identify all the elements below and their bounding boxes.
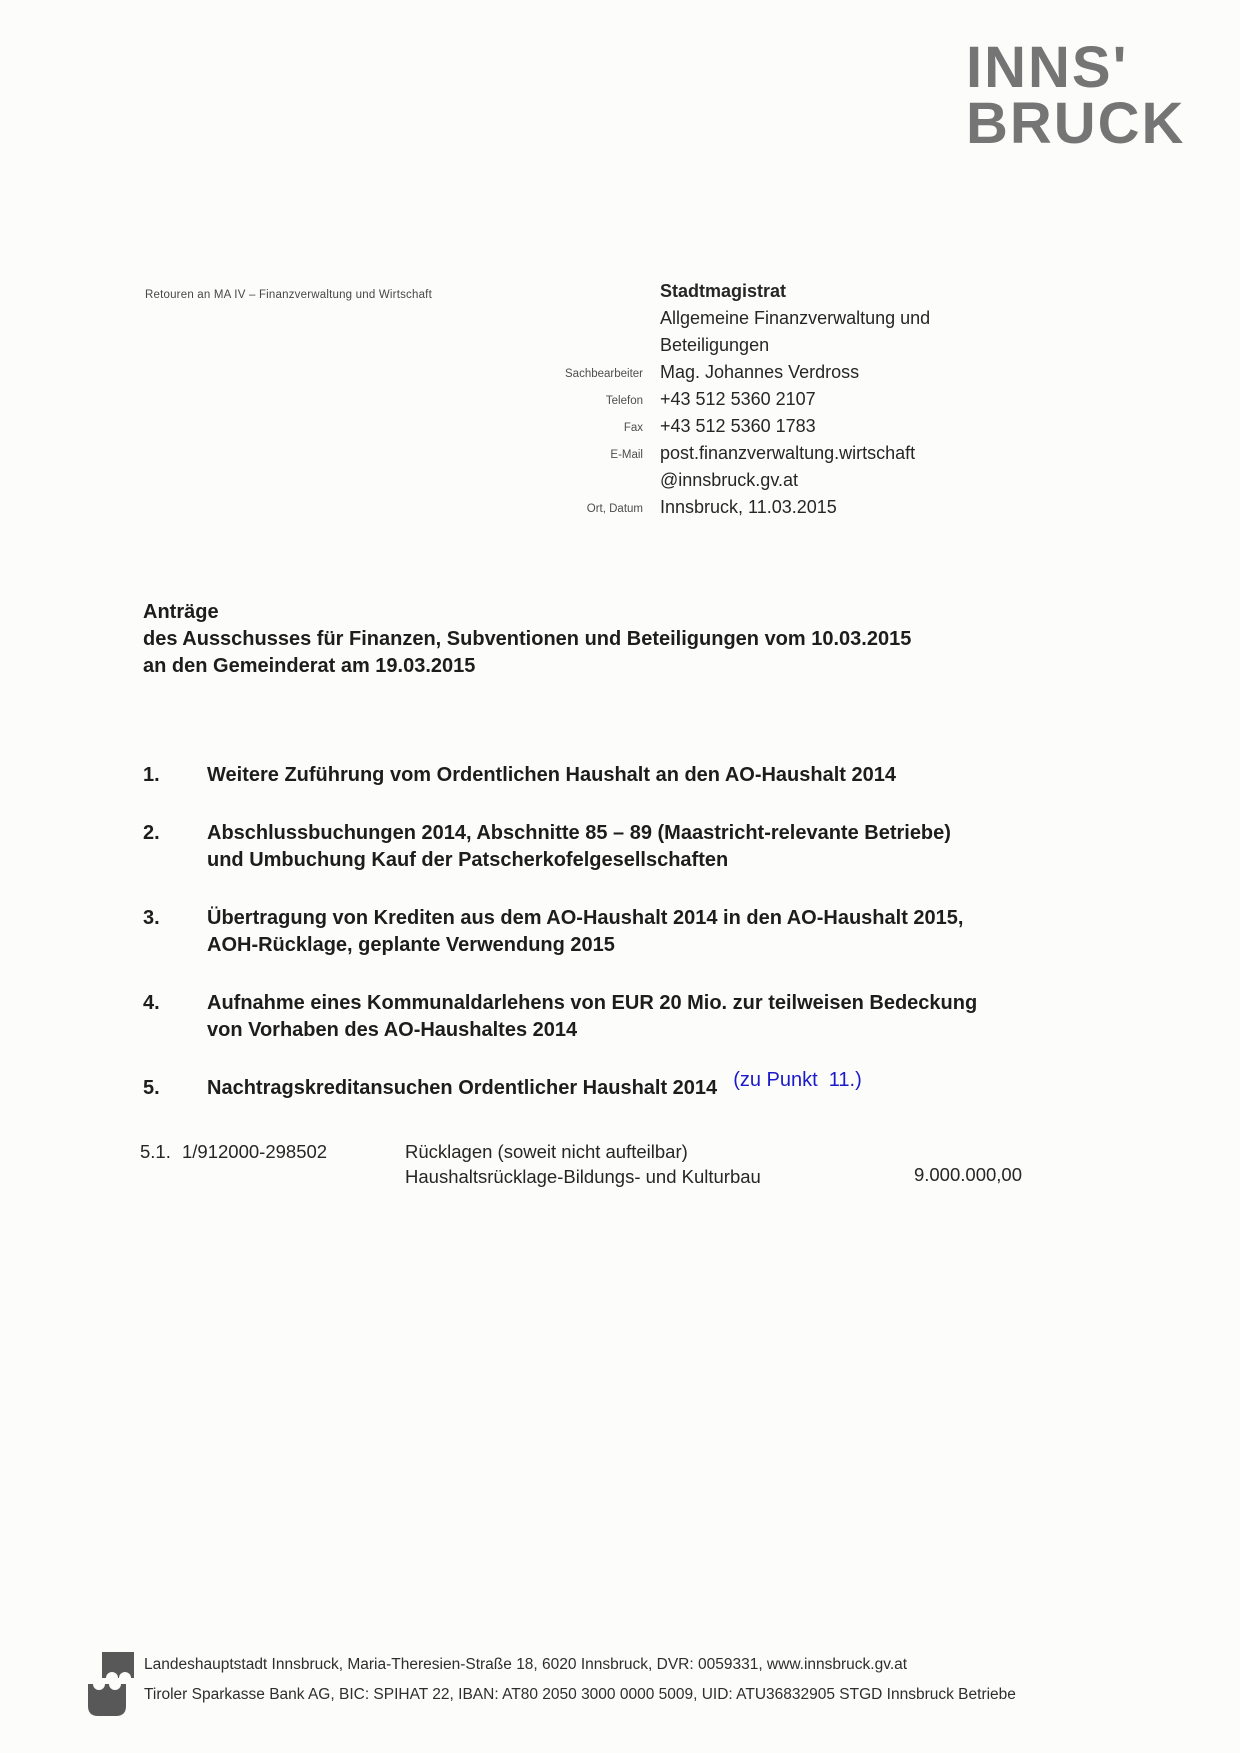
agenda-item-2 [143, 820, 1143, 874]
contact-row-org [380, 281, 1040, 308]
fax-number: +43 512 5360 1783 [660, 416, 816, 436]
agenda-item-4 [143, 990, 1143, 1044]
contact-row-phone [380, 389, 1040, 416]
agenda-subitem-5-1 [140, 1139, 761, 1189]
item-line: AOH-Rücklage, geplante Verwendung 2015 [207, 934, 615, 956]
subitem-description [405, 1139, 761, 1189]
subitem-number: 5.1. [140, 1141, 171, 1162]
contact-row-clerk [380, 362, 1040, 389]
item-text [207, 820, 1143, 874]
agenda-list [143, 762, 1143, 1133]
item-line: Weitere Zuführung vom Ordentlichen Haushalt an den AO-Haushalt 2014 [207, 764, 897, 786]
email-label: E-Mail [610, 449, 643, 461]
contact-label [380, 335, 660, 341]
email-address-part-2: @innsbruck.gv.at [660, 470, 798, 490]
phone-number: +43 512 5360 2107 [660, 389, 816, 409]
email-address-part-1: post.finanzverwaltung.wirtschaft [660, 443, 916, 463]
contact-row-email [380, 443, 1040, 470]
agenda-item-5 [143, 1069, 1143, 1102]
department-line-1: Allgemeine Finanzverwaltung und [660, 308, 931, 328]
agenda-item-3 [143, 905, 1143, 959]
subitem-amount: 9.000.000,00 [913, 1164, 1022, 1185]
footer-text [144, 1648, 1016, 1710]
agenda-item-1 [143, 762, 1143, 789]
phone-label: Telefon [605, 395, 643, 407]
item-text [207, 1069, 1143, 1102]
contact-row-place-date [380, 497, 1040, 524]
item-text [207, 905, 1143, 959]
title-line-2: des Ausschusses für Finanzen, Subventionen und Beteiligungen vom 10.03.2015 [143, 628, 912, 650]
item-line: von Vorhaben des AO-Haushaltes 2014 [207, 1019, 578, 1041]
budget-account-number: 1/912000-298502 [182, 1141, 328, 1162]
item-line: Nachtragskreditansuchen Ordentlicher Haushalt 2014 [207, 1077, 718, 1099]
handwritten-blue-annotation: (zu Punkt 11.) [733, 1069, 862, 1091]
footer-line-2: Tiroler Sparkasse Bank AG, BIC: SPIHAT 22, IBAN: AT80 2050 3000 0000 5009, UID: ATU36832905 STGD Innsbruck Betriebe [144, 1686, 1016, 1703]
item-number: 1. [143, 764, 160, 786]
logo-line-1: INNS' [966, 35, 1129, 100]
subitem-desc-line-2: Haushaltsrücklage-Bildungs- und Kulturbau [405, 1166, 761, 1187]
item-line: Aufnahme eines Kommunaldarlehens von EUR 20 Mio. zur teilweisen Bedeckung [207, 992, 978, 1014]
contact-label [380, 470, 660, 476]
return-address-note: Retouren an MA IV – Finanzverwaltung und Wirtschaft [145, 289, 432, 301]
item-line: und Umbuchung Kauf der Patscherkofelgesellschaften [207, 849, 729, 871]
contact-row-email-2 [380, 470, 1040, 497]
clerk-name: Mag. Johannes Verdross [660, 362, 860, 382]
contact-label [380, 308, 660, 314]
item-number: 4. [143, 992, 160, 1014]
logo-line-2: BRUCK [966, 91, 1186, 156]
contact-label [380, 281, 660, 287]
innsbruck-logo [966, 35, 1186, 156]
item-text [207, 762, 1143, 789]
item-line: Übertragung von Krediten aus dem AO-Haushalt 2014 in den AO-Haushalt 2015, [207, 907, 964, 929]
item-number: 3. [143, 907, 160, 929]
footer-line-1: Landeshauptstadt Innsbruck, Maria-Theresien-Straße 18, 6020 Innsbruck, DVR: 0059331, www.innsbruck.gv.at [144, 1656, 908, 1673]
title-line-1: Anträge [143, 601, 219, 623]
item-number: 2. [143, 822, 160, 844]
org-name: Stadtmagistrat [660, 281, 787, 301]
department-line-2: Beteiligungen [660, 335, 770, 355]
item-line: Abschlussbuchungen 2014, Abschnitte 85 – 89 (Maastricht-relevante Betriebe) [207, 822, 951, 844]
subitem-desc-line-1: Rücklagen (soweit nicht aufteilbar) [405, 1141, 688, 1162]
contact-block [380, 281, 1040, 524]
innsbruck-city-mark-icon [88, 1652, 134, 1718]
footer [88, 1648, 1016, 1718]
clerk-label: Sachbearbeiter [565, 368, 643, 380]
contact-row-fax [380, 416, 1040, 443]
item-number: 5. [143, 1077, 160, 1099]
place-date-label: Ort, Datum [586, 503, 643, 515]
title-line-3: an den Gemeinderat am 19.03.2015 [143, 655, 476, 677]
contact-row-dept-2 [380, 335, 1040, 362]
item-text [207, 990, 1143, 1044]
place-date-value: Innsbruck, 11.03.2015 [660, 497, 837, 517]
contact-row-dept-1 [380, 308, 1040, 335]
fax-label: Fax [623, 422, 643, 434]
document-title [143, 599, 911, 680]
